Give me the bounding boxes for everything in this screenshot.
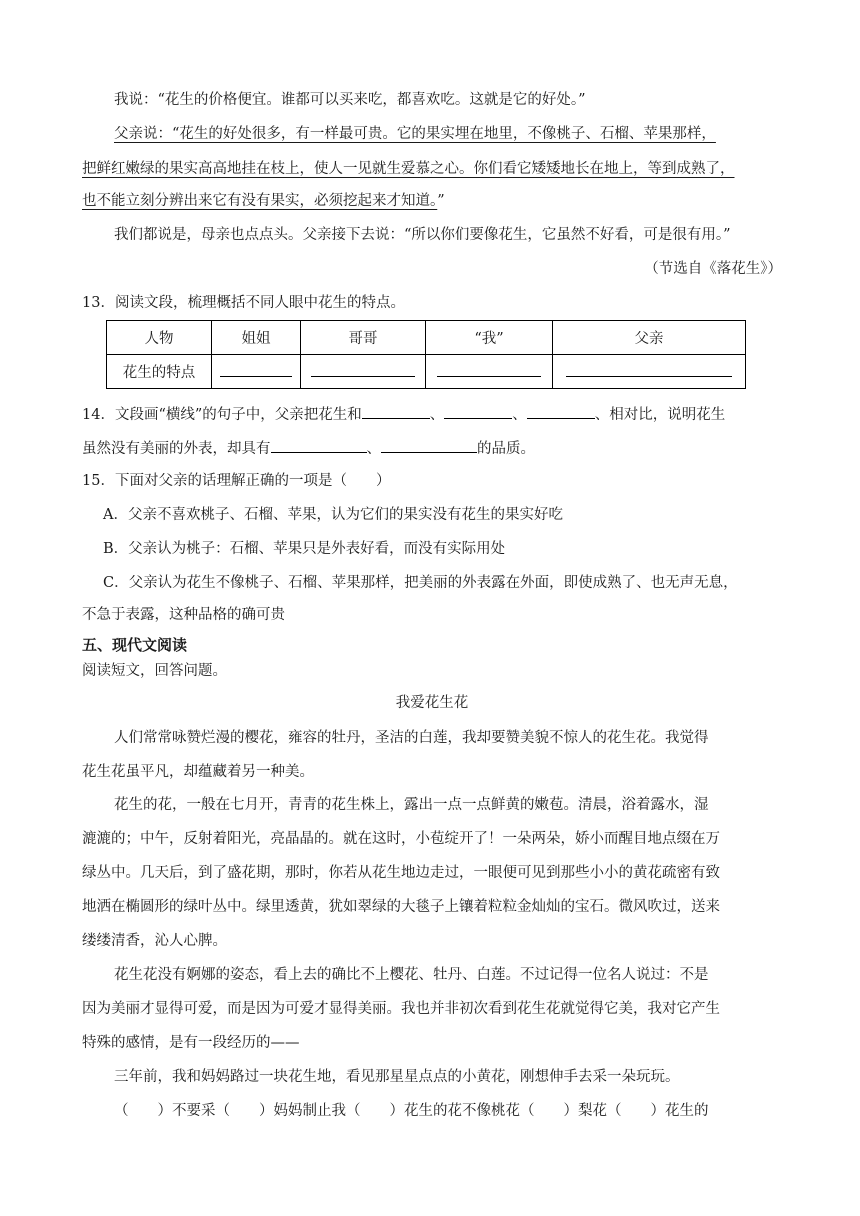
table-header: “我”	[426, 321, 553, 355]
question-15-stem: 15．下面对父亲的话理解正确的一项是（ ）	[82, 473, 391, 489]
passage-underlined-line	[82, 191, 782, 211]
passage-underlined-line	[82, 159, 782, 179]
question-14-text: 虽然没有美丽的外表，却具有	[82, 441, 271, 457]
option-c[interactable]: C．父亲认为花生不像桃子、石榴、苹果那样，把美丽的外表露在外面，即使成熟了、也无声无息，	[103, 575, 738, 591]
question-14-line	[82, 437, 782, 459]
answer-blank[interactable]	[437, 362, 541, 377]
table-header: 哥哥	[301, 321, 426, 355]
article-line: 花生花虽平凡，却蕴藏着另一种美。	[82, 764, 314, 780]
question-14-text: 、相对比，说明花生	[594, 407, 726, 423]
underlined-text: 把鲜红嫩绿的果实高高地挂在枝上，使人一见就生爱慕之心。你们看它矮矮地长在地上，等到成熟了，	[82, 161, 735, 177]
answer-blank[interactable]	[311, 362, 415, 377]
article-line: 三年前，我和妈妈路过一块花生地，看见那星星点点的小黄花，刚想伸手去采一朵玩玩。	[114, 1069, 680, 1085]
passage-line: 我说：“花生的价格便宜。谁都可以买来吃，都喜欢吃。这就是它的好处。”	[114, 92, 586, 108]
article-line: 人们常常咏赞烂漫的樱花，雍容的牡丹，圣洁的白莲，我却要赞美貌不惊人的花生花。我觉得	[114, 730, 709, 746]
separator: 、	[429, 407, 445, 423]
article-line: 花生的花，一般在七月开，青青的花生株上，露出一点一点鲜黄的嫩苞。清晨，浴着露水，湿	[114, 797, 709, 813]
punctuation-fill-line: （ ）不要采（ ）妈妈制止我（ ）花生的花不像桃花（ ）梨花（ ）花生的	[114, 1103, 709, 1119]
answer-cell-me[interactable]	[426, 355, 553, 389]
answer-blank[interactable]	[271, 437, 367, 453]
separator: 、	[366, 441, 381, 457]
table-header: 人物	[107, 321, 212, 355]
question-14-text: 14．文段画“横线”的句子中，父亲把花生和	[82, 407, 362, 423]
article-title: 我爱花生花	[395, 695, 469, 711]
underlined-text: 也不能立刻分辨出来它有没有果实，必须挖起来才知道。	[82, 193, 438, 209]
closing-quote: ”	[437, 193, 445, 209]
article-line: 花生花没有婀娜的姿态，看上去的确比不上樱花、牡丹、白莲。不过记得一位名人说过：不是	[114, 967, 709, 983]
answer-blank[interactable]	[444, 403, 512, 419]
article-line: 地洒在椭圆形的绿叶丛中。绿里透黄，犹如翠绿的大毯子上镶着粒粒金灿灿的宝石。微风吹过，送来	[82, 899, 720, 915]
answer-blank[interactable]	[566, 362, 732, 377]
question-14-text: 的品质。	[477, 441, 535, 457]
answer-blank[interactable]	[220, 362, 292, 377]
table-header: 姐姐	[212, 321, 301, 355]
table-row-label: 花生的特点	[107, 355, 212, 389]
section-heading: 五、现代文阅读	[82, 636, 188, 654]
passage-source: （节选自《落花生》）	[644, 261, 782, 277]
answer-blank[interactable]	[527, 403, 595, 419]
option-a[interactable]: A．父亲不喜欢桃子、石榴、苹果，认为它们的果实没有花生的果实好吃	[103, 507, 563, 523]
question-13-table	[106, 320, 746, 389]
option-c-continued: 不急于表露，这种品格的确可贵	[82, 607, 285, 623]
option-b[interactable]: B．父亲认为桃子：石榴、苹果只是外表好看，而没有实际用处	[103, 541, 506, 557]
answer-cell-brother[interactable]	[301, 355, 426, 389]
article-line: 漉漉的；中午，反射着阳光，亮晶晶的。就在这时，小苞绽开了！一朵两朵，娇小而醒目地点缀在万	[82, 831, 720, 847]
answer-blank[interactable]	[362, 403, 430, 419]
article-line: 特殊的感情，是有一段经历的——	[82, 1035, 300, 1051]
answer-cell-sister[interactable]	[212, 355, 301, 389]
table-header: 父亲	[553, 321, 746, 355]
article-line: 缕缕清香，沁人心脾。	[82, 933, 227, 949]
article-line: 因为美丽才显得可爱，而是因为可爱才显得美丽。我也并非初次看到花生花就觉得它美，我对它产生	[82, 1001, 720, 1017]
table-row	[107, 355, 746, 389]
article-line: 绿丛中。几天后，到了盛花期，那时，你若从花生地边走过，一眼便可见到那些小小的黄花疏密有致	[82, 865, 720, 881]
passage-underlined-line	[114, 124, 782, 144]
passage-line: 我们都说是，母亲也点点头。父亲接下去说：“所以你们要像花生，它虽然不好看，可是很有用。”	[114, 227, 731, 243]
table-row	[107, 321, 746, 355]
question-13-stem: 13．阅读文段，梳理概括不同人眼中花生的特点。	[82, 295, 405, 311]
separator: 、	[512, 407, 527, 423]
answer-blank[interactable]	[381, 437, 477, 453]
underlined-text: 父亲说：“花生的好处很多，有一样最可贵。它的果实埋在地里，不像桃子、石榴、苹果那样，	[114, 126, 716, 142]
answer-cell-father[interactable]	[553, 355, 746, 389]
question-14-line	[82, 403, 782, 425]
section-instruction: 阅读短文，回答问题。	[82, 663, 227, 679]
